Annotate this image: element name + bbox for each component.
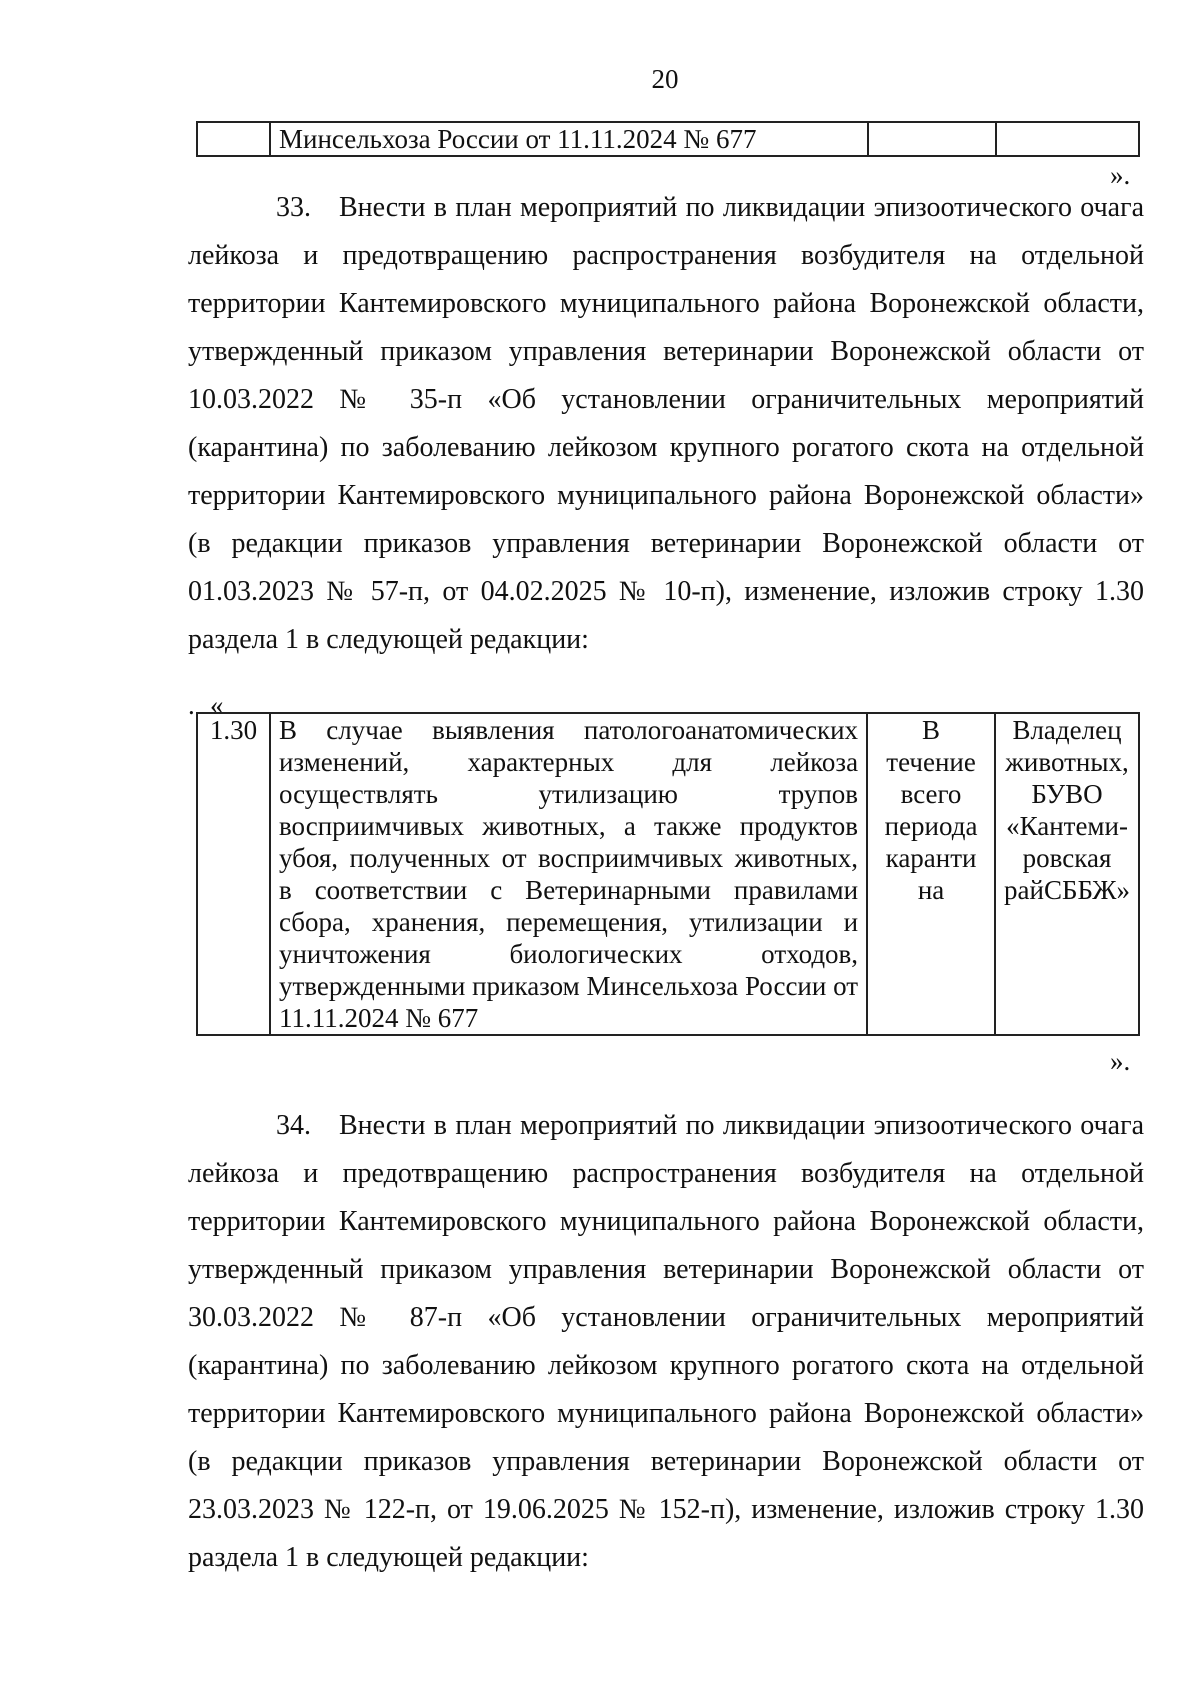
top-table-fragment (196, 121, 1140, 157)
responsible-cell: Владелец животных, БУВО «Кантеми-ровская райСББЖ» (995, 713, 1139, 1035)
page-number: 20 (651, 64, 679, 94)
measure-text-cell: В случае выявления патологоанатомических изменений, характерных для лейкоза осуществлять утилизацию трупов восприимчивых животных, а также продуктов убоя, полученных от восприимчивых животных, в соответствии с Ветеринарными правилами сбора, хранения, перемещения, утилизации и уничтожения биологических отходов, утвержденными приказом Минсельхоза России от 11.11.2024 № 677 (270, 713, 867, 1035)
table-row (197, 713, 1139, 1035)
paragraph-text: Внести в план мероприятий по ликвидации эпизоотического очага лейкоза и предотвращению распространения возбудителя на отдельной территории Кантемировского муниципального района Воронежской области, утвержденный приказом управления ветеринарии Воронежской области от 30.03.2022 № 87-п «Об установлении ограничительных мероприятий (карантина) по заболеванию лейкозом крупного рогатого скота на отдельной территории Кантемировского муниципального района Воронежской области» (в редакции приказов управления ветеринарии Воронежской области от 23.03.2023 № 122-п, от 19.06.2025 № 152-п), изменение, изложив строку 1.30 раздела 1 в следующей редакции: (188, 1110, 1144, 1573)
table-cell-term (868, 122, 996, 156)
row-number-cell: 1.30 (197, 713, 270, 1035)
paragraph-number: 33. (276, 192, 311, 223)
opening-quote: « (210, 690, 224, 720)
table-cell-number (197, 122, 270, 156)
table-cell-text: Минсельхоза России от 11.11.2024 № 677 (270, 122, 868, 156)
paragraph-text: Внести в план мероприятий по ликвидации эпизоотического очага лейкоза и предотвращению распространения возбудителя на отдельной территории Кантемировского муниципального района Воронежской области, утвержденный приказом управления ветеринарии Воронежской области от 10.03.2022 № 35-п «Об установлении ограничительных мероприятий (карантина) по заболеванию лейкозом крупного рогатого скота на отдельной территории Кантемировского муниципального района Воронежской области» (в редакции приказов управления ветеринарии Воронежской области от 01.03.2023 № 57-п, от 04.02.2025 № 10-п), изменение, изложив строку 1.30 раздела 1 в следующей редакции: (188, 192, 1144, 655)
paragraph-33 (188, 184, 1144, 664)
table-row (197, 122, 1139, 156)
paragraph-number: 34. (276, 1110, 311, 1141)
closing-quote: ». (1110, 160, 1131, 190)
paragraph-34 (188, 1102, 1144, 1582)
table-cell-responsible (996, 122, 1139, 156)
list-dot: . (188, 690, 195, 720)
closing-quote: ». (1110, 1046, 1131, 1076)
term-cell: В течение всего периода каранти на (867, 713, 995, 1035)
amendment-table (196, 712, 1140, 1036)
